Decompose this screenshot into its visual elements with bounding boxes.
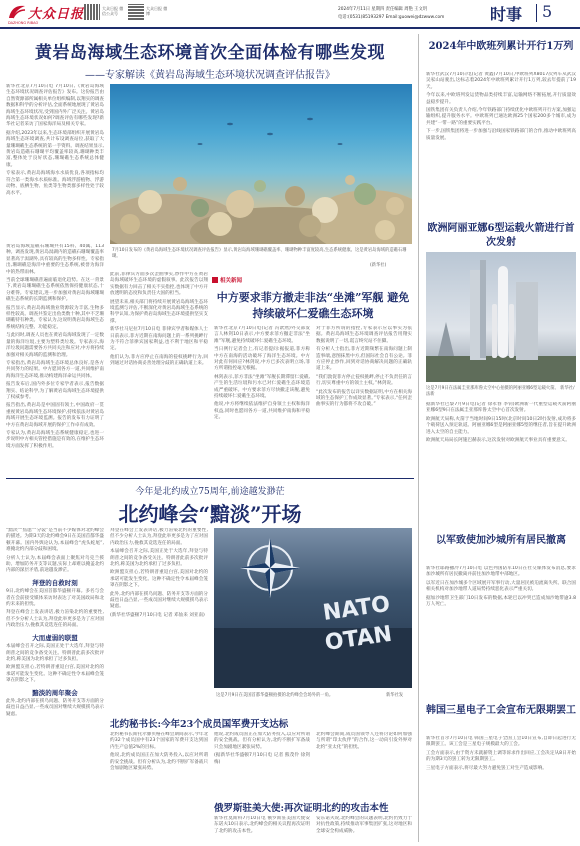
contact-line: 电话:(0531)85193297 Email:guowei@dzwww.com: [338, 15, 445, 20]
nato-summit-photo: [214, 528, 412, 688]
right-article-1: 新华社武汉7月10日电(记者 黄鑫)7月10日,中欧班列X8017次列车从武汉吴家山站驶出,这标志着2024年中欧班列累计开行1万列,较去年提前了19天。 今年以来,中欧班列发运货物品类持续丰富,运输网络不断拓展,开行质量效益稳步提升。 国铁集团有关负责人介绍,今年铁路部门持续优化中欧班列开行方案,加强运输组织,提升服务水平。中欧班列已通达欧洲25个国家200多个城市,成为共建“一带一路”的重要实践平台。 下一步,国铁集团将进一步加强与沿线国家铁路部门的合作,推动中欧班列高质量发展。: [426, 72, 576, 141]
masthead: [0, 0, 580, 28]
logo-pinyin: DAZHONG RIBAO: [8, 21, 39, 25]
nato-sub1-col2: 他说,北约成员国正在加大防务投入,以应对所谓的安全挑战。但有分析认为,北约不断扩军备战只会加剧地区紧张局势。 (据新华社华盛顿7月10日电 记者 熊茂伶 徐剑梅): [214, 732, 310, 765]
nato-col1: “黯淡”“焦虑”“分裂”是当前不少媒体对北约峰会的描述。为期3天的北约峰会9日在美国首都华盛顿开幕。国内外舆论认为,本届峰会“虎头蛇尾”,难掩北约内部分歧和困境。 分析人士认为,本届峰会表面上聚焦对乌克兰援助、增加防务开支等议题,实际上却难以掩盖北约内部的深层矛盾,前途越发渺茫。 拜登的自救时刻 9日,北约峰会在美国首都华盛顿开幕。多名与会者在会前接受媒体采访时表达了对美国政局和北约未来的担忧。 拜登在峰会上发表讲话,极力渲染北约的重要性,但不少分析人士认为,拜登此举更多是为了应对国内政治压力,挽救其竞选连任的局面。 大而虚弱的联盟 本届峰会召开之际,美国正处于大选年,拜登与特朗普之间的竞争备受关注。特朗普此前多次批评北约,称美国为北约承担了过多负担。 欧洲盟友担心,若特朗普重返白宫,美国对北约的承诺可能发生变化。这种不确定性令本届峰会笼罩在阴影之下。 黯淡的周年聚会 此外,北约内部在援乌问题、防务开支等方面的分歧也日益凸显,一些成员国对继续大规模援乌表示疑虑。: [6, 528, 104, 717]
nato-photo-caption: 这是7月9日在美国首都华盛顿拍摄的北约峰会会场外的一角。: [216, 693, 334, 698]
logo-text: 大众日报: [28, 7, 85, 22]
right-headline-2: 欧洲阿丽亚娜6型运载火箭进行首次发射: [427, 223, 575, 248]
nato-sub1-headline: 北约秘书长:今年23个成员国军费开支达标: [110, 719, 289, 730]
coral-photo-credit: (新华社): [370, 263, 387, 268]
nato-sub2-col1: 新华社莫斯科7月10日电 俄罗斯驻美国大使安东诺夫10日表示,北约峰会的相关议程再次证明了北约的攻击本性。: [214, 816, 310, 834]
right-headline-1: 2024年中欧班列累计开行1万列: [428, 41, 574, 52]
subhead-anniversary: 黯淡的周年聚会: [32, 688, 78, 697]
rocket-photo-caption: 这是7月9日在法属圭亚那库鲁太空中心拍摄的阿丽亚娜6型运载火箭。 新华社/法新: [426, 386, 575, 397]
nato-sub2-headline: 俄罗斯驻美大使:再次证明北约的攻击本性: [214, 803, 389, 814]
masthead-rule: [0, 27, 580, 29]
subhead-weak-alliance: 大而虚弱的联盟: [32, 633, 78, 642]
nato-byline-1: (新华社华盛顿7月10日电 记者 邓仙来 刘亚南): [110, 612, 205, 618]
right-article-3: 新华社耶路撒冷7月10日电 以色列国防军10日在社交媒体发布消息,要求加沙城所有居民撤离并前往加沙地带中部地区。 以军近日在加沙城多个区域展开军事行动,大量居民被迫流离失所。联合国相关机构对加沙地带人道局势持续恶化表示严重关切。 据加沙地带卫生部门10日发布的数据,本轮巴以冲突已造成加沙地带逾3.8万人死亡。: [426, 566, 576, 608]
lead-subtitle: ——专家解读《黄岩岛海域生态环境状况调查评估报告》: [85, 70, 335, 81]
lead-bottom-rule: [6, 478, 414, 479]
page-number: 5: [542, 2, 553, 21]
right-headline-4: 韩国三星电子工会宣布无限期罢工: [426, 705, 576, 716]
nato-kicker: 今年是北约成立75周年,前途越发渺茫: [135, 487, 285, 497]
svg-text:NATO: NATO: [321, 591, 392, 626]
related-tag-icon: [212, 277, 218, 283]
rocket-photo: [426, 252, 576, 382]
qr-label-2: 大众日报 微博: [146, 6, 168, 16]
right-article-2: 据新华社巴黎7月9日电(记者 徐永春 李钊)欧洲新一代重型运载火箭阿丽亚娜6型9日在法属圭亚那库鲁太空中心首次发射。 欧洲航天局称,火箭于当地时间9日15时(北京时间10日2时)发射,成功将多个载荷送入预定轨道。阿丽亚娜6型是阿丽亚娜5型的继任者,旨在提升欧洲进入太空的自主能力。 欧洲航天局局长阿施巴赫表示,这次发射对欧洲航天事业具有重要意义。: [426, 402, 576, 444]
nato-photo-credit: 新华社发: [386, 693, 404, 698]
nato-sub1-col1: 北约秘书长斯托尔滕贝格在峰会期间表示,今年北约32个成员国中有23个国家的军费开支达到国内生产总值2%的目标。 他说,北约成员国正在加大防务投入,以应对所谓的安全挑战。但有分析认为,北约不断扩军备战只会加剧地区紧张局势。: [110, 732, 208, 772]
lead-col2-body: 此前,菲律宾方面多次歪曲事实,炒作中方在黄岩岛海域破坏生态环境的虚假叙事。此次报告以翔实数据有力回击了相关不实指控,也体现了中方开放透明的态度和负责任大国的担当。 展望未来,相关部门将持续开展黄岩岛海域生态环境监测与评估,不断深化对黄岩岛海域生态系统的科学认知,为保护黄岩岛海域生态环境提供坚实支撑。 新华社马尼拉7月10日电 菲律宾学者和媒体人士日前表示,菲方近期在南海问题上的一系列挑衅行为不符合菲律宾国家利益,也不利于地区和平稳定。 他们认为,菲方应停止在南海的侵权挑衅行为,回到通过对话协商妥善处理分歧的正确轨道上来。: [110, 272, 208, 367]
logo-emblem-icon: [7, 4, 27, 20]
nato-sub1-col3: 北约峰会期间,成员国领导人还将讨论如何加强与所谓“印太伙伴”的合作,这一动向引发外界对北约“亚太化”的担忧。: [316, 732, 412, 750]
lead-col1-lower: 黄岩岛海域造礁石珊瑚共有15科、40属、113种。调查发现,黄岩岛潟湖内的造礁石珊瑚覆盖率显著高于潟湖外,具有较高的生物多样性。专家指出,珊瑚礁是海洋中重要的生态系统,被誉为海洋中的热带雨林。 当前全球珊瑚礁普遍面临退化趋势。在这一背景下,黄岩岛珊瑚礁生态系统依然保持健康状态,十分难得。专家建议,进一步加强对黄岩岛海域珊瑚礁生态系统的长期监测和保护。 报告显示,黄岩岛海域渔业资源较为丰富,生物多样性较高。调查共鉴定出鱼类数十种,其中不乏珊瑚礁特有种类。专家认为,这说明黄岩岛海域生态系统结构完整、功能稳定。 与此同时,调查人员也在黄岩岛海域发现了一定数量的海洋垃圾,主要为塑料类垃圾。专家表示,海洋垃圾问题需要各方共同关注和应对,中方将持续加强对相关海域的监测和治理。 专家指出,黄岩岛海域生态环境总体良好,是各方共同努力的结果。中方愿同各方一道,共同维护南海海洋生态环境,推动构建海洋命运共同体。 报告发布后,国内外多位专家学者表示,报告数据翔实、结论科学,为了解黄岩岛海域生态环境提供了权威参考。 报告指出,黄岩岛是中国固有领土,中国政府一贯重视黄岩岛海域生态环境保护,持续依法对黄岩岛海域开展生态环境监测。报告的发布有力证明了中方在黄岩岛海域开展的保护工作卓有成效。 专家认为,黄岩岛海域生态系统健康稳定,也进一步说明中方相关管控措施是有效的,在维护生态环境方面发挥了积极作用。: [6, 244, 104, 449]
related-col1: 新华社北京7月10日电(记者 冯歆然)外交部发言人林剑10日表示,中方要求菲方撤走非法“坐滩”军舰,避免持续破坏仁爱礁生态环境。 当日例行记者会上,有记者提问:据报道,菲方称中方在南海的活动破坏了海洋生态环境。中方对此有何回应?林剑说,中方已多次表明立场,菲方所谓指控毫无根据。 林剑表示,菲方非法“坐滩”军舰长期滞留仁爱礁,产生的生活垃圾和污水已对仁爱礁生态环境造成严重破坏。中方要求菲方尽快撤走该舰,避免持续破坏仁爱礁生态环境。 他说,中方将继续依法维护自身领土主权和海洋权益,同时也愿同各方一道,共同维护南海和平稳定。: [214, 326, 310, 421]
nato-sub2-col2: 安东诺夫说,北约峰会的议题表明,北约仍致力于对抗性政策,持续推动军事集团扩张,这对地区和全球安全构成威胁。: [316, 816, 412, 834]
qr-code-1: [84, 4, 100, 20]
nato-headline: 北约峰会“黯淡”开场: [118, 502, 302, 526]
nato-byline-2: (据新华社华盛顿7月10日电 记者 熊茂伶 徐剑梅): [214, 753, 310, 765]
right-headline-3: 以军致使加沙城所有居民撤离: [436, 535, 566, 546]
nato-col2: 拜登在峰会上发表讲话,极力渲染北约的重要性,但不少分析人士认为,拜登此举更多是为了应对国内政治压力,挽救其竞选连任的局面。 本届峰会召开之际,美国正处于大选年,拜登与特朗普之间的竞争备受关注。特朗普此前多次批评北约,称美国为北约承担了过多负担。 欧洲盟友担心,若特朗普重返白宫,美国对北约的承诺可能发生变化。这种不确定性令本届峰会笼罩在阴影之下。 此外,北约内部在援乌问题、防务开支等方面的分歧也日益凸显,一些成员国对继续大规模援乌表示疑虑。 (新华社华盛顿7月10日电 记者 邓仙来 刘亚南): [110, 528, 208, 618]
qr-label-1: 大众日报 微信公众号: [102, 6, 124, 16]
lead-headline: 黄岩岛海域生态环境首次全面体检有哪些发现: [35, 43, 385, 63]
svg-text:OTAN: OTAN: [323, 621, 394, 656]
section-title: 时事: [490, 5, 523, 24]
column-divider: [418, 34, 419, 842]
related-col2: 对于菲方所谓的指控,专家表示应以事实为依据。黄岩岛海域生态环境调查评估报告用翔实数据说明了一切,谎言终究站不住脚。 有分析人士指出,菲方近期频繁在南海问题上制造事端,意图抹黑中方,但国际社会自有公论。菲方应停止炒作,回到对话协商解决问题的正确轨道上来。 “我们敦促菲方停止侵权挑衅,停止不负责任的言行,切实尊重中方的领土主权。”林剑说。 “此次发布的报告以详实数据证明,中方在相关海域的生态保护工作成效显著。”专家表示,“任何歪曲事实的行为都将不攻自破。”: [316, 326, 412, 408]
lead-col1: 新华社北京7月10日电 7月10日,《黄岩岛海域生态环境状况调查评估报告》发布。这份报告由自然资源部所属相关单位组织编制,以翔实的调查数据和科学的分析评估,全面系统地展现了黄岩岛海域生态环境状况,受到国内外广泛关注。黄岩岛海域生态环境状况如何?调查评估有哪些发现?新华社记者采访了国家海洋局及相关专家。 据介绍,2023年以来,生态环境部组织开展黄岩岛海域生态环境调查,共计布设调查站位,获取了大量珊瑚礁生态系统的第一手资料。调查结果显示,黄岩岛造礁石珊瑚平均覆盖率较高,珊瑚种类丰富,整体处于良好状态,珊瑚礁生态系统总体健康。 专家表示,黄岩岛海域海水水质优良,各项指标均符合第一类海水水质标准。海域浮游植物、浮游动物、底栖生物、鱼类等生物类群多样性处于较高水平。: [6, 84, 104, 196]
coral-photo-caption: 7月10日发布的《黄岩岛海域生态环境状况调查评估报告》显示,黄岩岛海域珊瑚礁覆盖率、珊瑚物种丰富度较高,生态系统健康。这是黄岩岛海域的造礁石珊瑚。: [112, 248, 407, 259]
related-headline: 中方要求菲方撤走非法“坐滩”军舰 避免持续破坏仁爱礁生态环境: [216, 291, 410, 320]
related-news-tag: 相关新闻: [212, 276, 242, 284]
section-divider: [536, 4, 537, 22]
coral-reef-photo: [110, 84, 412, 244]
right-article-4: 新华社首尔7月10日电 韩国三星电子全国工会10日宣布,自即日起进行无限期罢工。该工会是三星电子规模最大的工会。 工会方面表示,由于资方未就薪资上调等诉求作出回应,工会决定从8日开始的为期3天的罢工转为无限期罢工。 三星电子方面表示,将尽最大努力避免罢工对生产造成影响。: [426, 736, 576, 771]
subhead-self-rescue: 拜登的自救时刻: [32, 578, 78, 587]
date-line: 2024年7月11日 星期四 责任编辑 周艳 王文玥: [338, 7, 428, 12]
qr-code-2: [128, 4, 144, 20]
